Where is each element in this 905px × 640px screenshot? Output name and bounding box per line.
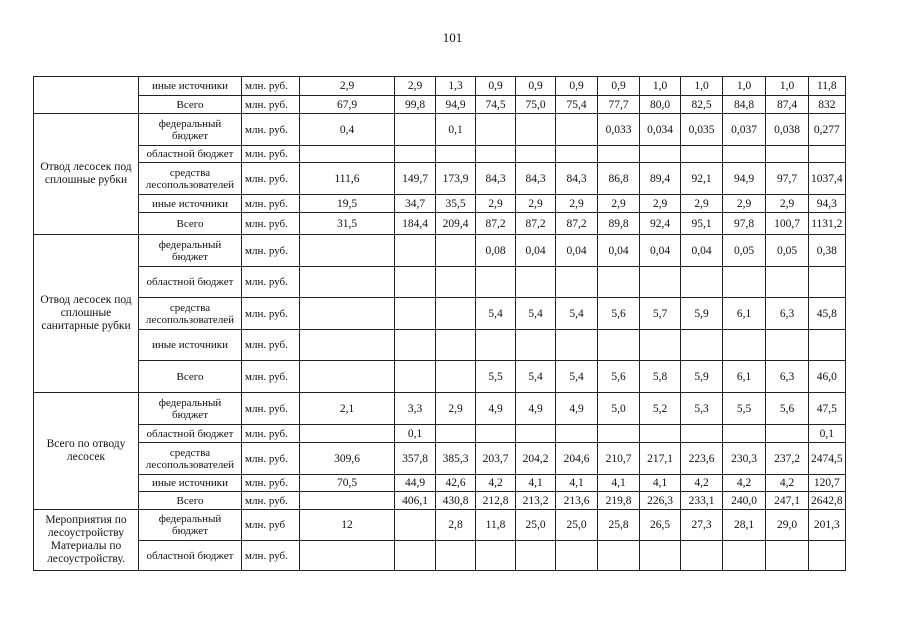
value-cell: 2,1	[300, 393, 395, 425]
value-cell	[723, 267, 766, 298]
table-row	[34, 443, 846, 475]
value-cell: 1,0	[640, 77, 681, 96]
value-cell: 87,4	[766, 96, 809, 114]
value-cell: 0,035	[681, 114, 723, 146]
value-cell: 213,2	[516, 492, 556, 510]
unit-cell: млн. руб.	[242, 77, 300, 96]
value-cell: 75,4	[556, 96, 598, 114]
value-cell: 80,0	[640, 96, 681, 114]
value-cell: 67,9	[300, 96, 395, 114]
table-row	[34, 425, 846, 443]
value-cell	[598, 425, 640, 443]
value-cell	[476, 425, 516, 443]
group-title: Всего по отводу лесосек	[34, 393, 139, 510]
value-cell	[395, 267, 436, 298]
funding-source: областной бюджет	[139, 425, 242, 443]
value-cell: 4,1	[556, 475, 598, 492]
value-cell: 34,7	[395, 195, 436, 213]
value-cell	[436, 425, 476, 443]
table-body	[34, 77, 846, 571]
page-number: 101	[442, 30, 463, 45]
funding-source: федеральный бюджет	[139, 510, 242, 541]
value-cell: 5,6	[598, 361, 640, 393]
funding-source: Всего	[139, 96, 242, 114]
value-cell: 1037,4	[809, 163, 846, 195]
value-cell: 95,1	[681, 213, 723, 235]
table-row	[34, 96, 846, 114]
value-cell	[766, 267, 809, 298]
table-row	[34, 235, 846, 267]
value-cell: 385,3	[436, 443, 476, 475]
value-cell: 25,0	[516, 510, 556, 541]
value-cell	[516, 330, 556, 361]
value-cell: 25,8	[598, 510, 640, 541]
value-cell	[766, 330, 809, 361]
table-row	[34, 267, 846, 298]
funding-source: иные источники	[139, 77, 242, 96]
value-cell: 230,3	[723, 443, 766, 475]
table-row	[34, 510, 846, 541]
budget-table	[33, 76, 846, 571]
value-cell: 213,6	[556, 492, 598, 510]
value-cell: 247,1	[766, 492, 809, 510]
value-cell	[436, 235, 476, 267]
value-cell: 82,5	[681, 96, 723, 114]
value-cell: 5,4	[476, 298, 516, 330]
value-cell	[681, 146, 723, 163]
unit-cell: млн. руб.	[242, 361, 300, 393]
value-cell: 74,5	[476, 96, 516, 114]
value-cell: 5,4	[516, 298, 556, 330]
value-cell	[809, 267, 846, 298]
value-cell	[681, 541, 723, 571]
value-cell: 84,3	[556, 163, 598, 195]
value-cell	[300, 267, 395, 298]
value-cell	[300, 146, 395, 163]
group-title	[34, 77, 139, 114]
value-cell	[723, 541, 766, 571]
value-cell: 4,1	[516, 475, 556, 492]
value-cell	[640, 425, 681, 443]
value-cell: 5,4	[556, 298, 598, 330]
value-cell	[766, 541, 809, 571]
value-cell	[723, 425, 766, 443]
value-cell: 120,7	[809, 475, 846, 492]
value-cell: 94,9	[723, 163, 766, 195]
value-cell: 111,6	[300, 163, 395, 195]
group-title: Отвод лесосек под сплошные санитарные рубки	[34, 235, 139, 393]
value-cell: 4,1	[598, 475, 640, 492]
value-cell	[436, 267, 476, 298]
value-cell: 25,0	[556, 510, 598, 541]
value-cell: 26,5	[640, 510, 681, 541]
value-cell: 1,3	[436, 77, 476, 96]
value-cell: 0,08	[476, 235, 516, 267]
value-cell	[395, 361, 436, 393]
value-cell: 219,8	[598, 492, 640, 510]
value-cell: 173,9	[436, 163, 476, 195]
value-cell: 4,2	[681, 475, 723, 492]
value-cell: 240,0	[723, 492, 766, 510]
value-cell	[766, 146, 809, 163]
value-cell: 1,0	[723, 77, 766, 96]
value-cell: 2,9	[300, 77, 395, 96]
value-cell: 1,0	[766, 77, 809, 96]
table-row	[34, 213, 846, 235]
value-cell: 12	[300, 510, 395, 541]
value-cell	[556, 114, 598, 146]
value-cell: 2,9	[395, 77, 436, 96]
value-cell: 210,7	[598, 443, 640, 475]
value-cell	[300, 425, 395, 443]
value-cell	[436, 361, 476, 393]
value-cell: 6,1	[723, 298, 766, 330]
value-cell: 0,04	[516, 235, 556, 267]
value-cell: 29,0	[766, 510, 809, 541]
value-cell: 97,8	[723, 213, 766, 235]
value-cell: 237,2	[766, 443, 809, 475]
value-cell: 233,1	[681, 492, 723, 510]
table-row	[34, 361, 846, 393]
value-cell: 184,4	[395, 213, 436, 235]
value-cell: 2,9	[640, 195, 681, 213]
value-cell: 5,7	[640, 298, 681, 330]
value-cell: 209,4	[436, 213, 476, 235]
value-cell: 84,3	[516, 163, 556, 195]
value-cell: 11,8	[809, 77, 846, 96]
value-cell: 99,8	[395, 96, 436, 114]
funding-source: федеральный бюджет	[139, 393, 242, 425]
value-cell: 35,5	[436, 195, 476, 213]
value-cell	[300, 541, 395, 571]
value-cell: 5,5	[723, 393, 766, 425]
value-cell: 92,1	[681, 163, 723, 195]
value-cell: 2,9	[723, 195, 766, 213]
value-cell	[640, 267, 681, 298]
value-cell: 2,9	[681, 195, 723, 213]
value-cell: 2474,5	[809, 443, 846, 475]
value-cell: 0,38	[809, 235, 846, 267]
value-cell: 84,8	[723, 96, 766, 114]
unit-cell: млн. руб.	[242, 443, 300, 475]
value-cell: 94,3	[809, 195, 846, 213]
unit-cell: млн. руб.	[242, 235, 300, 267]
value-cell	[436, 298, 476, 330]
value-cell: 87,2	[476, 213, 516, 235]
value-cell	[476, 114, 516, 146]
value-cell	[809, 541, 846, 571]
unit-cell: млн. руб.	[242, 330, 300, 361]
value-cell: 309,6	[300, 443, 395, 475]
value-cell: 149,7	[395, 163, 436, 195]
value-cell: 2,9	[516, 195, 556, 213]
value-cell: 0,04	[598, 235, 640, 267]
value-cell: 204,2	[516, 443, 556, 475]
value-cell: 2,9	[598, 195, 640, 213]
value-cell	[476, 267, 516, 298]
table-row	[34, 163, 846, 195]
value-cell	[436, 541, 476, 571]
value-cell: 0,9	[598, 77, 640, 96]
value-cell	[516, 114, 556, 146]
value-cell: 77,7	[598, 96, 640, 114]
value-cell: 84,3	[476, 163, 516, 195]
value-cell: 0,4	[300, 114, 395, 146]
value-cell: 46,0	[809, 361, 846, 393]
value-cell: 47,5	[809, 393, 846, 425]
table-row	[34, 475, 846, 492]
value-cell	[300, 298, 395, 330]
value-cell: 2,9	[766, 195, 809, 213]
value-cell: 4,1	[640, 475, 681, 492]
value-cell	[766, 425, 809, 443]
value-cell: 42,6	[436, 475, 476, 492]
value-cell	[681, 425, 723, 443]
value-cell	[516, 146, 556, 163]
value-cell: 28,1	[723, 510, 766, 541]
value-cell: 832	[809, 96, 846, 114]
value-cell: 0,034	[640, 114, 681, 146]
value-cell	[556, 330, 598, 361]
value-cell	[476, 146, 516, 163]
value-cell: 2642,8	[809, 492, 846, 510]
value-cell: 0,9	[476, 77, 516, 96]
funding-source: средства лесопользователей	[139, 163, 242, 195]
value-cell: 94,9	[436, 96, 476, 114]
value-cell	[395, 235, 436, 267]
unit-cell: млн. руб.	[242, 146, 300, 163]
value-cell: 5,9	[681, 298, 723, 330]
unit-cell: млн. руб.	[242, 213, 300, 235]
value-cell	[556, 267, 598, 298]
value-cell: 0,05	[723, 235, 766, 267]
value-cell: 3,3	[395, 393, 436, 425]
value-cell: 6,3	[766, 298, 809, 330]
value-cell: 86,8	[598, 163, 640, 195]
value-cell: 89,8	[598, 213, 640, 235]
table-row	[34, 393, 846, 425]
value-cell: 5,5	[476, 361, 516, 393]
funding-source: областной бюджет	[139, 541, 242, 571]
value-cell: 1131,2	[809, 213, 846, 235]
value-cell: 6,1	[723, 361, 766, 393]
value-cell: 0,1	[809, 425, 846, 443]
value-cell	[436, 146, 476, 163]
value-cell: 19,5	[300, 195, 395, 213]
value-cell	[395, 330, 436, 361]
value-cell: 2,9	[556, 195, 598, 213]
value-cell	[556, 541, 598, 571]
table-row	[34, 146, 846, 163]
value-cell: 44,9	[395, 475, 436, 492]
group-title: Отвод лесосек под сплошные рубки	[34, 114, 139, 235]
funding-source: Всего	[139, 492, 242, 510]
unit-cell: млн. руб.	[242, 114, 300, 146]
unit-cell: млн. руб.	[242, 541, 300, 571]
unit-cell: млн. руб.	[242, 492, 300, 510]
value-cell	[516, 541, 556, 571]
value-cell: 2,9	[436, 393, 476, 425]
value-cell	[395, 114, 436, 146]
funding-source: иные источники	[139, 475, 242, 492]
value-cell	[809, 146, 846, 163]
table-row	[34, 195, 846, 213]
table-row	[34, 541, 846, 571]
value-cell: 4,9	[476, 393, 516, 425]
value-cell: 31,5	[300, 213, 395, 235]
value-cell: 0,037	[723, 114, 766, 146]
value-cell	[598, 330, 640, 361]
value-cell	[723, 330, 766, 361]
table-row	[34, 114, 846, 146]
value-cell: 201,3	[809, 510, 846, 541]
value-cell: 4,2	[476, 475, 516, 492]
funding-source: иные источники	[139, 195, 242, 213]
value-cell: 226,3	[640, 492, 681, 510]
value-cell: 0,033	[598, 114, 640, 146]
table-row	[34, 330, 846, 361]
value-cell: 89,4	[640, 163, 681, 195]
funding-source: областной бюджет	[139, 146, 242, 163]
funding-source: федеральный бюджет	[139, 114, 242, 146]
value-cell: 204,6	[556, 443, 598, 475]
funding-source: средства лесопользователей	[139, 443, 242, 475]
value-cell	[598, 146, 640, 163]
value-cell: 92,4	[640, 213, 681, 235]
value-cell: 5,9	[681, 361, 723, 393]
value-cell: 406,1	[395, 492, 436, 510]
value-cell	[476, 330, 516, 361]
value-cell: 4,9	[516, 393, 556, 425]
value-cell	[476, 541, 516, 571]
value-cell	[395, 510, 436, 541]
funding-source: областной бюджет	[139, 267, 242, 298]
value-cell	[681, 330, 723, 361]
value-cell: 100,7	[766, 213, 809, 235]
unit-cell: млн. руб.	[242, 425, 300, 443]
funding-source: федеральный бюджет	[139, 235, 242, 267]
value-cell: 1,0	[681, 77, 723, 96]
value-cell: 357,8	[395, 443, 436, 475]
value-cell: 0,04	[556, 235, 598, 267]
value-cell: 5,4	[516, 361, 556, 393]
value-cell	[516, 267, 556, 298]
unit-cell: млн. руб.	[242, 267, 300, 298]
value-cell: 430,8	[436, 492, 476, 510]
value-cell: 5,4	[556, 361, 598, 393]
funding-source: иные источники	[139, 330, 242, 361]
value-cell	[681, 267, 723, 298]
unit-cell: млн. руб.	[242, 195, 300, 213]
value-cell	[395, 146, 436, 163]
value-cell: 0,05	[766, 235, 809, 267]
funding-source: средства лесопользователей	[139, 298, 242, 330]
value-cell: 2,8	[436, 510, 476, 541]
value-cell	[640, 330, 681, 361]
value-cell: 0,1	[395, 425, 436, 443]
value-cell	[598, 541, 640, 571]
value-cell: 4,9	[556, 393, 598, 425]
value-cell: 5,6	[598, 298, 640, 330]
value-cell: 6,3	[766, 361, 809, 393]
value-cell: 212,8	[476, 492, 516, 510]
unit-cell: млн. руб	[242, 510, 300, 541]
value-cell: 4,2	[723, 475, 766, 492]
value-cell	[395, 541, 436, 571]
group-title: Мероприятия по лесоустройству Материалы по лесоустройству.	[34, 510, 139, 571]
funding-source: Всего	[139, 213, 242, 235]
table-row	[34, 77, 846, 96]
funding-source: Всего	[139, 361, 242, 393]
unit-cell: млн. руб.	[242, 475, 300, 492]
value-cell: 5,3	[681, 393, 723, 425]
value-cell	[516, 425, 556, 443]
value-cell: 0,9	[516, 77, 556, 96]
unit-cell: млн. руб.	[242, 298, 300, 330]
table-row	[34, 492, 846, 510]
unit-cell: млн. руб.	[242, 393, 300, 425]
value-cell	[556, 146, 598, 163]
value-cell: 5,2	[640, 393, 681, 425]
value-cell: 27,3	[681, 510, 723, 541]
value-cell	[300, 330, 395, 361]
value-cell: 11,8	[476, 510, 516, 541]
value-cell: 5,0	[598, 393, 640, 425]
value-cell: 97,7	[766, 163, 809, 195]
value-cell: 87,2	[556, 213, 598, 235]
value-cell	[556, 425, 598, 443]
value-cell: 0,9	[556, 77, 598, 96]
value-cell: 4,2	[766, 475, 809, 492]
table-row	[34, 298, 846, 330]
value-cell: 223,6	[681, 443, 723, 475]
value-cell: 45,8	[809, 298, 846, 330]
value-cell	[640, 541, 681, 571]
value-cell: 0,038	[766, 114, 809, 146]
value-cell	[640, 146, 681, 163]
value-cell: 0,277	[809, 114, 846, 146]
value-cell	[300, 235, 395, 267]
value-cell	[395, 298, 436, 330]
value-cell	[723, 146, 766, 163]
value-cell: 5,6	[766, 393, 809, 425]
value-cell: 0,1	[436, 114, 476, 146]
value-cell	[436, 330, 476, 361]
value-cell	[809, 330, 846, 361]
value-cell: 2,9	[476, 195, 516, 213]
value-cell: 217,1	[640, 443, 681, 475]
value-cell: 5,8	[640, 361, 681, 393]
value-cell: 0,04	[640, 235, 681, 267]
value-cell: 0,04	[681, 235, 723, 267]
value-cell	[598, 267, 640, 298]
value-cell	[300, 361, 395, 393]
unit-cell: млн. руб.	[242, 163, 300, 195]
unit-cell: млн. руб.	[242, 96, 300, 114]
value-cell: 87,2	[516, 213, 556, 235]
value-cell: 70,5	[300, 475, 395, 492]
value-cell: 75,0	[516, 96, 556, 114]
value-cell: 203,7	[476, 443, 516, 475]
value-cell	[300, 492, 395, 510]
